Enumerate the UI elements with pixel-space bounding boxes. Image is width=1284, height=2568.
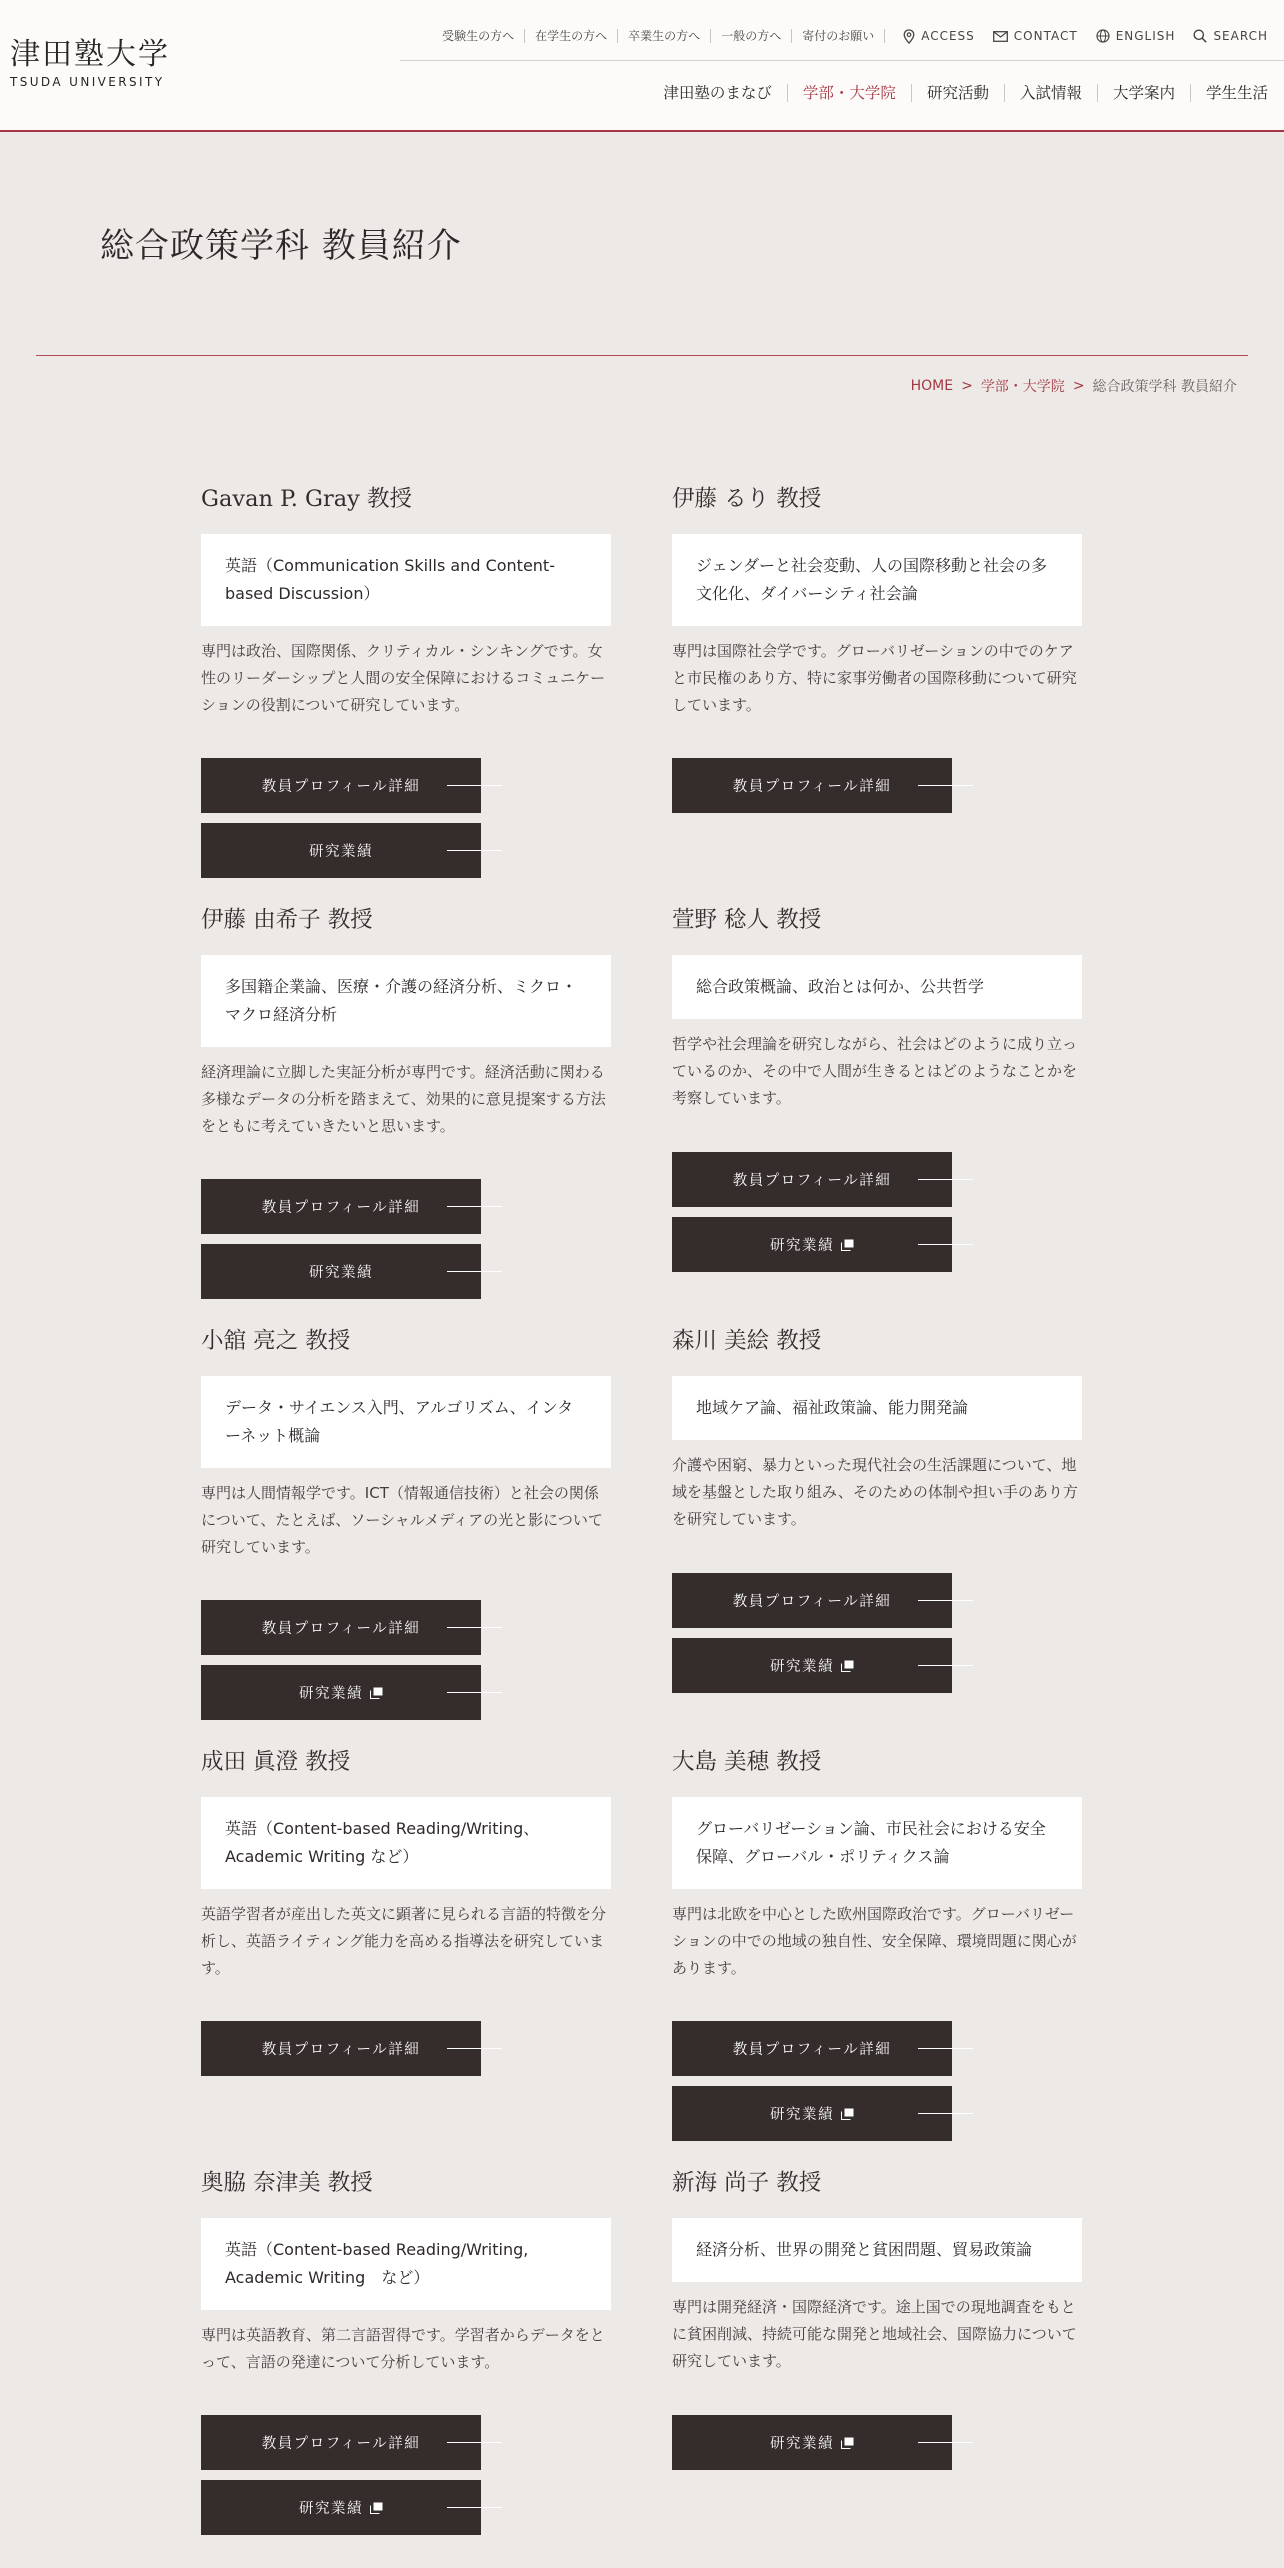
faculty-buttons <box>201 2415 481 2545</box>
access-label: ACCESS <box>921 29 975 43</box>
util-link-prospective-students[interactable]: 受験生の方へ <box>432 29 525 43</box>
faculty-subjects: ジェンダーと社会変動、人の国際移動と社会の多文化化、ダイバーシティ社会論 <box>672 534 1082 626</box>
faculty-buttons <box>201 1600 481 1730</box>
research-achievements-button[interactable] <box>672 2415 952 2470</box>
faculty-buttons <box>672 1152 952 1282</box>
profile-detail-button[interactable] <box>672 2021 952 2076</box>
faculty-name: 新海 尚子 教授 <box>672 2170 822 2196</box>
profile-detail-button[interactable] <box>201 1179 481 1234</box>
university-logo[interactable] <box>10 38 170 89</box>
breadcrumb-separator: > <box>961 378 973 394</box>
profile-detail-label: 教員プロフィール詳細 <box>732 1173 892 1189</box>
faculty-buttons <box>672 1573 952 1703</box>
site-header <box>0 0 1284 132</box>
research-achievements-label: 研究業績 <box>309 1265 373 1281</box>
contact-link[interactable] <box>993 29 1078 43</box>
map-pin-icon <box>903 29 915 44</box>
util-link-public[interactable]: 一般の方へ <box>711 29 792 43</box>
research-achievements-label: 研究業績 <box>770 2436 834 2452</box>
faculty-name: 森川 美絵 教授 <box>672 1328 822 1354</box>
faculty-subjects: 地域ケア論、福祉政策論、能力開発論 <box>672 1376 1082 1440</box>
profile-detail-label: 教員プロフィール詳細 <box>261 2436 421 2452</box>
research-achievements-button[interactable] <box>672 1217 952 1272</box>
faculty-card <box>672 484 1092 795</box>
profile-detail-button[interactable] <box>201 2415 481 2470</box>
search-label: SEARCH <box>1213 29 1268 43</box>
faculty-description: 介護や困窮、暴力といった現代社会の生活課題について、地域を基盤とした取り組み、そのための体制や担い手のあり方を研究しています。 <box>672 1456 1078 1528</box>
faculty-subjects: 英語（Content-based Reading/Writing、Academic Writing など） <box>201 1797 611 1889</box>
faculty-subjects: データ・サイエンス入門、アルゴリズム、インターネット概論 <box>201 1376 611 1468</box>
faculty-description: 専門は開発経済・国際経済です。途上国での現地調査をもとに貧困削減、持続可能な開発と地域社会、国際協力について研究しています。 <box>672 2298 1077 2370</box>
external-link-icon <box>841 2437 854 2449</box>
faculty-subjects: 総合政策概論、政治とは何か、公共哲学 <box>672 955 1082 1019</box>
faculty-subjects: 英語（Communication Skills and Content-based Discussion） <box>201 534 611 626</box>
faculty-card <box>201 1747 621 2058</box>
faculty-card <box>201 1326 621 1702</box>
faculty-card <box>672 905 1092 1254</box>
nav-learning[interactable]: 津田塾のまなび <box>663 84 772 102</box>
breadcrumb-home[interactable]: HOME <box>910 378 954 394</box>
external-link-icon <box>841 1239 854 1251</box>
faculty-description: 経済理論に立脚した実証分析が専門です。経済活動に関わる多様なデータの分析を踏まえて、効果的に意見提案する方法をともに考えていきたいと思います。 <box>201 1063 606 1135</box>
faculty-name: 大島 美穂 教授 <box>672 1749 822 1775</box>
util-link-alumni[interactable]: 卒業生の方へ <box>618 29 711 43</box>
faculty-name: 萱野 稔人 教授 <box>672 907 822 933</box>
faculty-subjects: グローバリゼーション論、市民社会における安全保障、グローバル・ポリティクス論 <box>672 1797 1082 1889</box>
english-link[interactable] <box>1096 29 1176 43</box>
research-achievements-label: 研究業績 <box>299 2501 363 2517</box>
faculty-card <box>201 905 621 1281</box>
faculty-description: 専門は国際社会学です。グローバリゼーションの中でのケアと市民権のあり方、特に家事労働者の国際移動について研究しています。 <box>672 642 1077 714</box>
faculty-description: 専門は英語教育、第二言語習得です。学習者からデータをとって、言語の発達について分析しています。 <box>201 2326 605 2371</box>
faculty-name: 伊藤 由希子 教授 <box>201 907 373 933</box>
research-achievements-label: 研究業績 <box>299 1686 363 1702</box>
faculty-buttons <box>672 2021 952 2151</box>
research-achievements-button[interactable] <box>201 2480 481 2535</box>
external-link-icon <box>370 1687 383 1699</box>
profile-detail-label: 教員プロフィール詳細 <box>261 779 421 795</box>
faculty-name: 伊藤 るり 教授 <box>672 486 822 512</box>
faculty-card <box>672 2168 1092 2452</box>
title-divider <box>36 355 1248 356</box>
research-achievements-label: 研究業績 <box>770 1238 834 1254</box>
breadcrumb-current: 総合政策学科 教員紹介 <box>1092 379 1237 395</box>
nav-admissions[interactable]: 入試情報 <box>1004 84 1097 102</box>
research-achievements-button[interactable] <box>201 823 481 878</box>
external-link-icon <box>370 2502 383 2514</box>
nav-faculties[interactable]: 学部・大学院 <box>787 84 911 102</box>
profile-detail-button[interactable] <box>672 758 952 813</box>
research-achievements-button[interactable] <box>672 2086 952 2141</box>
logo-japanese: 津田塾大学 <box>10 37 170 72</box>
logo-english: TSUDA UNIVERSITY <box>10 75 165 89</box>
research-achievements-button[interactable] <box>201 1244 481 1299</box>
main-nav <box>648 84 1268 102</box>
faculty-card <box>672 1326 1092 1675</box>
search-link[interactable] <box>1193 29 1268 43</box>
nav-student-life[interactable]: 学生生活 <box>1190 84 1268 102</box>
breadcrumb-faculties[interactable]: 学部・大学院 <box>980 379 1065 395</box>
faculty-description: 英語学習者が産出した英文に顕著に見られる言語的特徴を分析し、英語ライティング能力を高める指導法を研究しています。 <box>201 1905 607 1977</box>
faculty-description: 専門は北欧を中心とした欧州国際政治です。グローバリゼーションの中での地域の独自性、安全保障、環境問題に関心があります。 <box>672 1905 1077 1977</box>
external-link-icon <box>841 1660 854 1672</box>
breadcrumb-separator: > <box>1072 378 1085 394</box>
profile-detail-label: 教員プロフィール詳細 <box>261 1621 421 1637</box>
breadcrumb <box>911 376 1237 396</box>
profile-detail-button[interactable] <box>672 1573 952 1628</box>
profile-detail-button[interactable] <box>201 1600 481 1655</box>
faculty-card <box>672 1747 1092 2123</box>
research-achievements-button[interactable] <box>672 1638 952 1693</box>
faculty-subjects: 英語（Content-based Reading/Writing, Academic Writing など） <box>201 2218 611 2310</box>
faculty-buttons <box>672 2415 952 2480</box>
faculty-card <box>201 484 621 860</box>
util-link-donation[interactable]: 寄付のお願い <box>792 29 885 43</box>
faculty-buttons <box>201 1179 481 1309</box>
research-achievements-label: 研究業績 <box>770 2107 834 2123</box>
research-achievements-label: 研究業績 <box>770 1659 834 1675</box>
utility-nav <box>432 26 1268 46</box>
access-link[interactable] <box>903 29 975 44</box>
util-link-current-students[interactable]: 在学生の方へ <box>525 29 618 43</box>
header-divider <box>400 60 1284 61</box>
faculty-buttons <box>201 2021 481 2086</box>
faculty-description: 専門は人間情報学です。ICT（情報通信技術）と社会の関係について、たとえば、ソーシャルメディアの光と影について研究しています。 <box>201 1484 603 1556</box>
faculty-buttons <box>201 758 481 888</box>
faculty-description: 哲学や社会理論を研究しながら、社会はどのように成り立っているのか、その中で人間が生きるとはどのようなことかを考察しています。 <box>672 1035 1078 1107</box>
profile-detail-label: 教員プロフィール詳細 <box>732 1594 892 1610</box>
faculty-buttons <box>672 758 952 823</box>
faculty-name: Gavan P. Gray 教授 <box>201 486 413 512</box>
globe-icon <box>1096 29 1110 43</box>
profile-detail-button[interactable] <box>201 2021 481 2076</box>
english-label: ENGLISH <box>1115 29 1176 43</box>
research-achievements-button[interactable] <box>201 1665 481 1720</box>
mail-icon <box>993 31 1008 42</box>
faculty-subjects: 経済分析、世界の開発と貧困問題、貿易政策論 <box>672 2218 1082 2282</box>
profile-detail-label: 教員プロフィール詳細 <box>732 2042 892 2058</box>
search-icon <box>1193 29 1207 43</box>
faculty-name: 奥脇 奈津美 教授 <box>201 2170 373 2196</box>
faculty-name: 成田 眞澄 教授 <box>201 1749 351 1775</box>
nav-about[interactable]: 大学案内 <box>1097 84 1190 102</box>
faculty-card <box>201 2168 621 2517</box>
page-title: 総合政策学科 教員紹介 <box>100 226 462 266</box>
profile-detail-button[interactable] <box>201 758 481 813</box>
contact-label: CONTACT <box>1013 29 1078 43</box>
nav-research[interactable]: 研究活動 <box>911 84 1004 102</box>
faculty-description: 専門は政治、国際関係、クリティカル・シンキングです。女性のリーダーシップと人間の安全保障におけるコミュニケーションの役割について研究しています。 <box>201 642 606 714</box>
profile-detail-button[interactable] <box>672 1152 952 1207</box>
faculty-name: 小舘 亮之 教授 <box>201 1328 351 1354</box>
research-achievements-label: 研究業績 <box>309 844 373 860</box>
profile-detail-label: 教員プロフィール詳細 <box>261 2042 421 2058</box>
profile-detail-label: 教員プロフィール詳細 <box>261 1200 421 1216</box>
external-link-icon <box>841 2108 854 2120</box>
profile-detail-label: 教員プロフィール詳細 <box>732 779 892 795</box>
faculty-subjects: 多国籍企業論、医療・介護の経済分析、ミクロ・マクロ経済分析 <box>201 955 611 1047</box>
